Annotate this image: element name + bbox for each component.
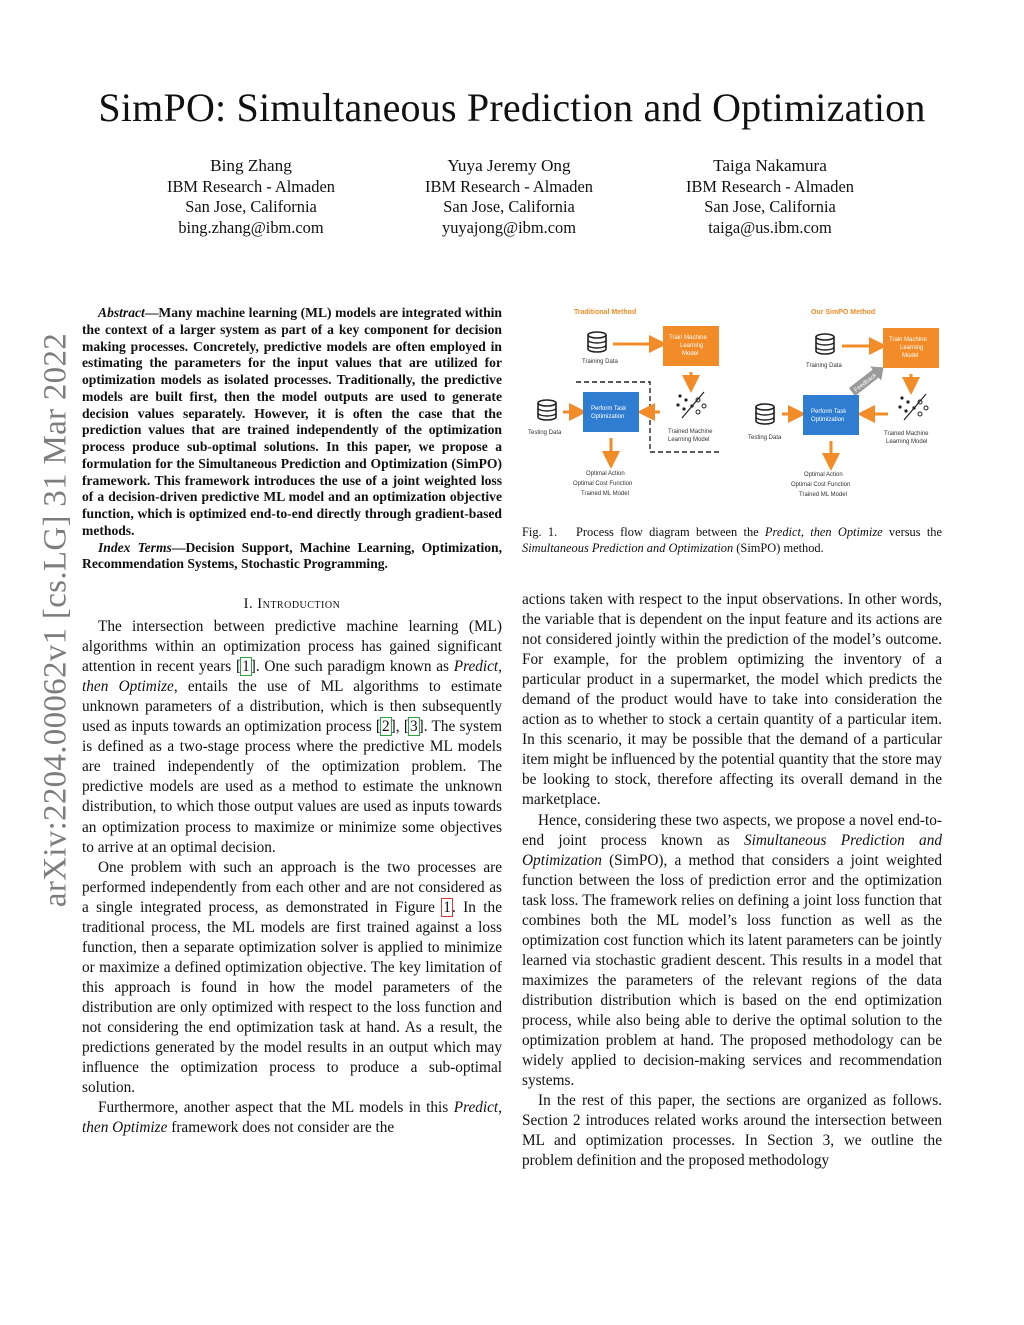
trained-model-label: Trained Machine — [884, 431, 929, 437]
text-run: (SimPO), a method that considers a joint weighted function between the loss of prediction error and the optimization task loss. The framework relies on defining a joint loss function that combines both the ML model’s loss function as well as the optimization cost function which its latent parameters can be jointly learned via stochastic gradient descent. This results in a model that maximizes the parameters of the relevant regions of the data distribution distribution which is based on the end optimization process, while also being able to derive the optimal solution to the optimization problem at hand. The proposed methodology can be widely applied to decision-making services and recommendation systems. — [522, 851, 942, 1090]
paper-title: SimPO: Simultaneous Prediction and Optimization — [98, 85, 926, 130]
text-run: Process flow diagram between the — [576, 525, 765, 539]
index-terms-text: —Decision Support, Machine Learning, Optimization, Recommendation Systems, Stochastic Programming. — [82, 539, 503, 572]
author-location: San Jose, California — [185, 197, 317, 216]
emphasis: Simultaneous Prediction and Optimization — [522, 831, 942, 869]
output-line: Trained ML Model — [799, 492, 847, 498]
feedback-label: Feedback — [853, 372, 878, 394]
abstract-label: Abstract — [98, 305, 145, 320]
training-data-label: Training Data — [582, 359, 618, 365]
training-data-icon — [816, 334, 834, 354]
output-line: Optimal Cost Function — [791, 482, 851, 488]
abstract — [82, 305, 502, 540]
figure-1-diagram — [520, 302, 945, 507]
intro-paragraph-3 — [82, 1098, 502, 1138]
opt-box-line: Perform Task — [591, 406, 627, 412]
feedback-arrow — [846, 360, 889, 399]
figure-1-caption — [522, 524, 942, 556]
author-block-3 — [640, 156, 900, 238]
author-name: Bing Zhang — [210, 156, 292, 175]
right-paragraph-1 — [522, 590, 942, 811]
text-run: (SimPO) method. — [733, 541, 824, 555]
text-run: Hence, considering these two aspects, we propose a novel end-to-end joint process known as — [522, 811, 942, 849]
text-run: . The system is defined as a two-stage process where the predictive ML models are trained independently of the optimization problem. The predictive models are used as a method to estimate the unknown distribution, to which those output values are used as inputs towards an optimization process to maximize or minimize some objectives to arrive at an optimal decision. — [82, 718, 502, 856]
author-affiliation: IBM Research - Almaden — [425, 176, 593, 196]
arxiv-stamp: arXiv:2204.00062v1 [cs.LG] 31 Mar 2022 — [37, 332, 74, 908]
train-box-line: Train Machine — [889, 337, 927, 343]
right-paragraph-2 — [522, 811, 942, 1092]
author-name: Taiga Nakamura — [713, 156, 827, 175]
intro-paragraph-1: The intersection between predictive machine learning (ML) algorithms within an optimization process has gained significant attention in recent years [1]. One such paradigm known as Predict, then Optimize, entails the use of ML algorithms to estimate unknown parameters of a distribution, which is then subsequently used as inputs towards an optimization process [2], [3]. The system is defined as a two-stage process where the predictive ML models are trained independently of the optimization problem. The predictive models are used as a method to estimate the unknown distribution, to which those output values are used as inputs towards an optimization process to maximize or minimize some objectives to arrive at an optimal decision. — [82, 618, 502, 856]
text-run: . One such paradigm known as — [255, 658, 454, 676]
text-run: , — [395, 718, 404, 736]
right-column — [522, 590, 942, 1171]
section-title: Introduction — [257, 596, 341, 612]
output-line: Optimal Action — [804, 472, 843, 478]
abstract-text: —Many machine learning (ML) models are integrated within the context of a larger system as part of a key component for decision making processes. Concretely, predictive models are often employed in estimating the parameters for the input values that are utilized for optimization models as isolated processes. Traditionally, the predictive models are built first, then the model outputs are used to generate decision values separately. However, it is often the case that the prediction values that are trained independently of the optimization process produce sub-optimal solutions. In this paper, we propose a formulation for the Simultaneous Prediction and Optimization (SimPO) framework. This framework introduces the use of a joint weighted loss of a decision-driven predictive ML model and an optimization objective function, which is optimized end-to-end directly through gradient-based methods. — [82, 305, 502, 538]
testing-data-label: Testing Data — [748, 435, 782, 441]
citation-link-3[interactable]: 3 — [409, 718, 418, 736]
opt-box-line: Optimization — [591, 414, 625, 420]
citation-link-2[interactable]: 2 — [382, 718, 390, 736]
text-run: The intersection between predictive machine learning (ML) algorithms within an optimization process has gained significant attention in recent years — [82, 618, 502, 676]
left-column — [82, 305, 502, 1138]
caption-label: Fig. 1. — [522, 525, 558, 539]
simpo-method-title: Our SimPO Method — [811, 309, 876, 316]
text-run: One problem with such an approach is the two processes are performed independently from each other and are not considered as a single integrated process, as demonstrated in Figure — [82, 858, 502, 916]
train-box-line: Learning — [900, 345, 924, 351]
figure-link-1[interactable]: 1 — [443, 898, 451, 916]
index-terms — [82, 540, 502, 574]
right-paragraph-3 — [522, 1091, 942, 1171]
author-location: San Jose, California — [443, 197, 575, 216]
trained-model-label: Learning Model — [886, 439, 928, 445]
trained-model-icon — [898, 394, 928, 420]
text-run: Furthermore, another aspect that the ML models in this — [98, 1099, 454, 1117]
author-location: San Jose, California — [704, 197, 836, 216]
perform-optimization-box — [803, 395, 859, 435]
author-email: bing.zhang@ibm.com — [178, 217, 324, 237]
author-affiliation: IBM Research - Almaden — [167, 176, 335, 196]
author-block-2 — [379, 156, 639, 238]
text-run: . In the traditional process, the ML models are first trained against a loss function, then a separate optimization solver is applied to minimize or maximize a defined optimization objective. The key limitation of this approach is found in how the model parameters of the distribution are only optimized with respect to the loss function and not considering the end optimization task at hand. As a result, the predictions generated by the model results in an output which may influence the optimization process to produce a sub-optimal solution. — [82, 898, 502, 1097]
text-run: , entails the use of ML algorithms to estimate unknown parameters of a distribution, which is then subsequently used as inputs towards an optimization process — [82, 678, 502, 736]
index-terms-label: Index Terms — [98, 539, 172, 555]
trained-model-label: Trained Machine — [668, 429, 713, 435]
emphasis: Simultaneous Prediction and Optimization — [522, 541, 734, 555]
train-box-line: Learning — [680, 343, 704, 349]
traditional-method-title: Traditional Method — [574, 309, 637, 316]
intro-paragraph-2 — [82, 858, 502, 1099]
emphasis: Predict, then Optimize — [82, 658, 502, 696]
train-box-line: Train Machine — [669, 335, 707, 341]
section-heading-introduction — [82, 594, 502, 614]
opt-box-line: Optimization — [811, 417, 845, 423]
testing-data-icon — [538, 400, 556, 420]
text-run: In the rest of this paper, the sections are organized as follows. Section 2 introduces related works around the intersection between ML and optimization processes. In Section 3, we outline the problem definition and the proposed methodology — [522, 1092, 942, 1170]
opt-box-line: Perform Task — [811, 409, 847, 415]
author-email: taiga@us.ibm.com — [708, 217, 832, 237]
emphasis: Predict, then Optimize — [82, 1099, 502, 1137]
testing-data-icon — [756, 404, 774, 424]
trained-model-icon — [676, 392, 706, 418]
author-block-1 — [121, 156, 381, 238]
text-run: framework does not consider are the — [167, 1119, 395, 1137]
perform-optimization-box — [583, 392, 639, 432]
emphasis: Predict, then Optimize — [764, 525, 883, 539]
text-run: actions taken with respect to the input observations. In other words, the variable that is dependent on the input feature and its actions are not considered jointly within the prediction of the model’s outcome. For example, for the problem optimizing the inventory of a particular product in a supermarket, the model which predicts the demand of the product would have to take into consideration the action as to whether to stock a certain quantity of a particular item. In this scenario, it may be possible that the demand of a particular item might be influenced by the potential quantity that the store may be looking to stock, therefore affecting its overall demand in the marketplace. — [522, 591, 942, 809]
train-box-line: Model — [682, 351, 699, 357]
output-line: Optimal Cost Function — [573, 481, 633, 487]
train-box-line: Model — [902, 353, 919, 359]
author-affiliation: IBM Research - Almaden — [686, 176, 854, 196]
citation-link-1[interactable]: 1 — [242, 658, 250, 676]
testing-data-label: Testing Data — [528, 430, 562, 436]
section-number: I. — [243, 596, 254, 612]
training-data-label: Training Data — [806, 363, 842, 369]
text-run: versus the — [882, 525, 942, 539]
training-data-icon — [588, 332, 606, 352]
output-line: Trained ML Model — [581, 491, 629, 497]
trained-model-label: Learning Model — [668, 437, 710, 443]
output-line: Optimal Action — [586, 471, 625, 477]
author-email: yuyajong@ibm.com — [442, 217, 576, 237]
author-name: Yuya Jeremy Ong — [447, 156, 571, 175]
